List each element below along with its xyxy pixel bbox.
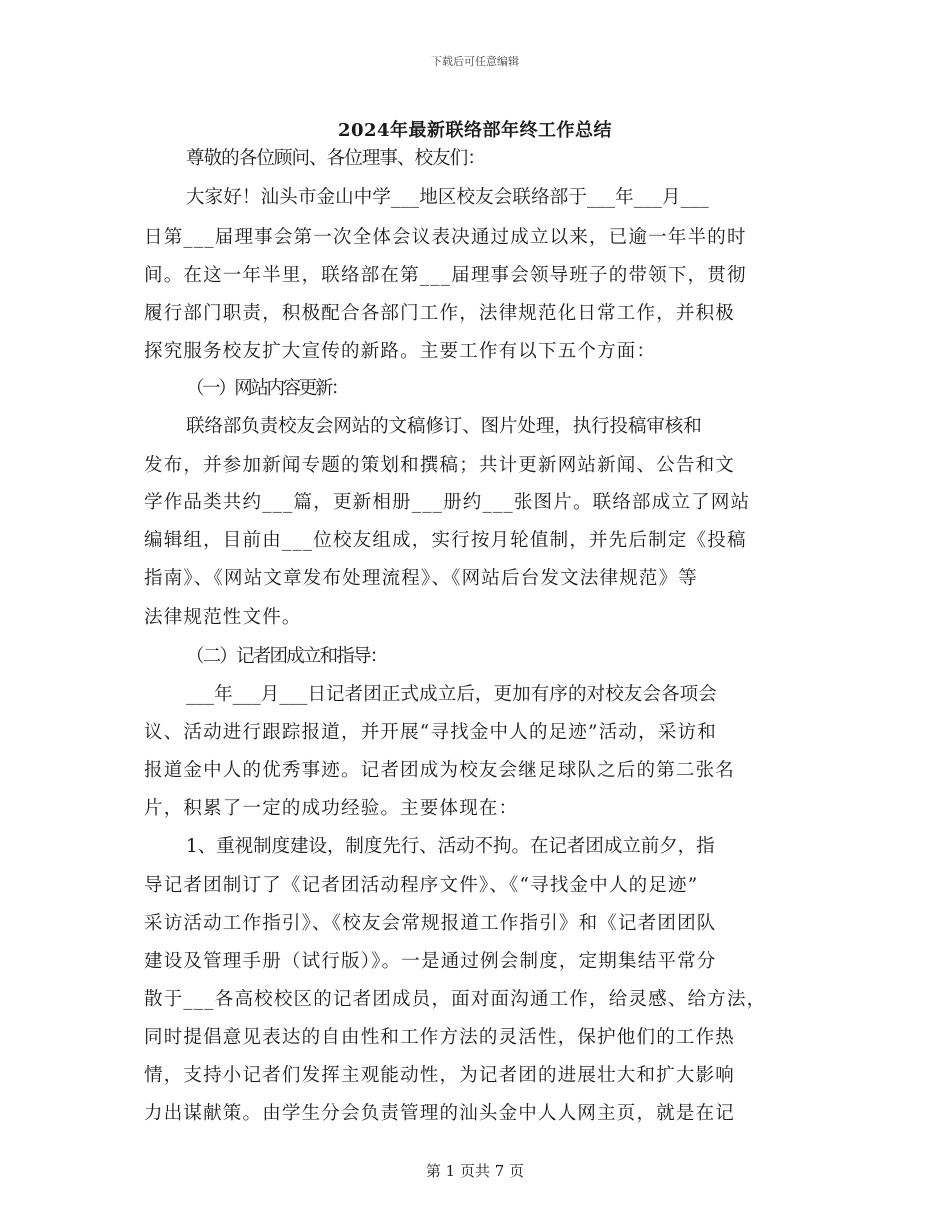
body-paragraph-line: 探究服务校友扩大宣传的新路。主要工作有以下五个方面：: [144, 341, 657, 362]
body-paragraph-line: 力出谋献策。由学生分会负责管理的汕头金中人人网主页，就是在记: [144, 1103, 736, 1124]
body-paragraph-line: 尊敬的各位顾问、各位理事、校友们：: [186, 148, 485, 169]
body-paragraph-line: 日第___届理事会第一次全体会议表决通过成立以来，已逾一年半的时: [144, 227, 747, 248]
body-paragraph-line: ___年___月___日记者团正式成立后，更加有序的对校友会各项会: [186, 684, 717, 705]
body-paragraph-line: 片，积累了一定的成功经验。主要体现在：: [144, 798, 519, 819]
body-paragraph-line: 议、活动进行跟踪报道，并开展“寻找金中人的足迹”活动，采访和: [144, 722, 717, 743]
body-paragraph-line: 建设及管理手册（试行版）》。一是通过例会制度，定期集结平常分: [144, 951, 717, 972]
body-paragraph-line: 法律规范性文件。: [144, 607, 302, 628]
page-title: 2024年最新联络部年终工作总结: [337, 120, 613, 141]
body-paragraph-line: 导记者团制订了《记者团活动程序文件》、《“寻找金中人的足迹”: [144, 875, 699, 896]
section-heading: （二）记者团成立和指导：: [186, 646, 387, 667]
body-paragraph-line: 联络部负责校友会网站的文稿修订、图片处理，执行投稿审核和: [186, 416, 702, 437]
body-paragraph-line: 报道金中人的优秀事迹。记者团成为校友会继足球队之后的第二张名: [144, 760, 736, 781]
body-paragraph-line: 采访活动工作指引》、《校友会常规报道工作指引》和《记者团团队: [144, 913, 717, 934]
body-paragraph-line: 1、重视制度建设，制度先行、活动不拘。在记者团成立前夕，指: [186, 836, 715, 857]
body-paragraph-line: 编辑组，目前由___位校友组成，实行按月轮值制，并先后制定《投稿: [144, 530, 747, 551]
body-paragraph-line: 指南》、《网站文章发布处理流程》、《网站后台发文法律规范》等: [144, 568, 699, 589]
body-paragraph-line: 同时提倡意见表达的自由性和工作方法的灵活性，保护他们的工作热: [144, 1027, 736, 1048]
body-paragraph-line: 履行部门职责，积极配合各部门工作，法律规范化日常工作，并积极: [144, 303, 736, 324]
body-paragraph-line: 间。在这一年半里，联络部在第___届理事会领导班子的带领下，贯彻: [144, 265, 747, 286]
body-paragraph-line: 发布，并参加新闻专题的策划和撰稿；共计更新网站新闻、公告和文: [144, 455, 736, 476]
body-paragraph-line: 学作品类共约___篇，更新相册___册约___张图片。联络部成立了网站: [144, 492, 751, 513]
body-paragraph-line: 大家好！汕头市金山中学___地区校友会联络部于___年___月___: [186, 187, 709, 208]
page-footer: 第 1 页共 7 页: [425, 1162, 525, 1180]
section-heading: （一）网站内容更新：: [186, 378, 348, 399]
body-paragraph-line: 散于___各高校校区的记者团成员，面对面沟通工作，给灵感、给方法，: [144, 989, 767, 1010]
header-note: 下载后可任意编辑: [431, 55, 519, 68]
body-paragraph-line: 情，支持小记者们发挥主观能动性，为记者团的进展壮大和扩大影响: [144, 1065, 736, 1086]
